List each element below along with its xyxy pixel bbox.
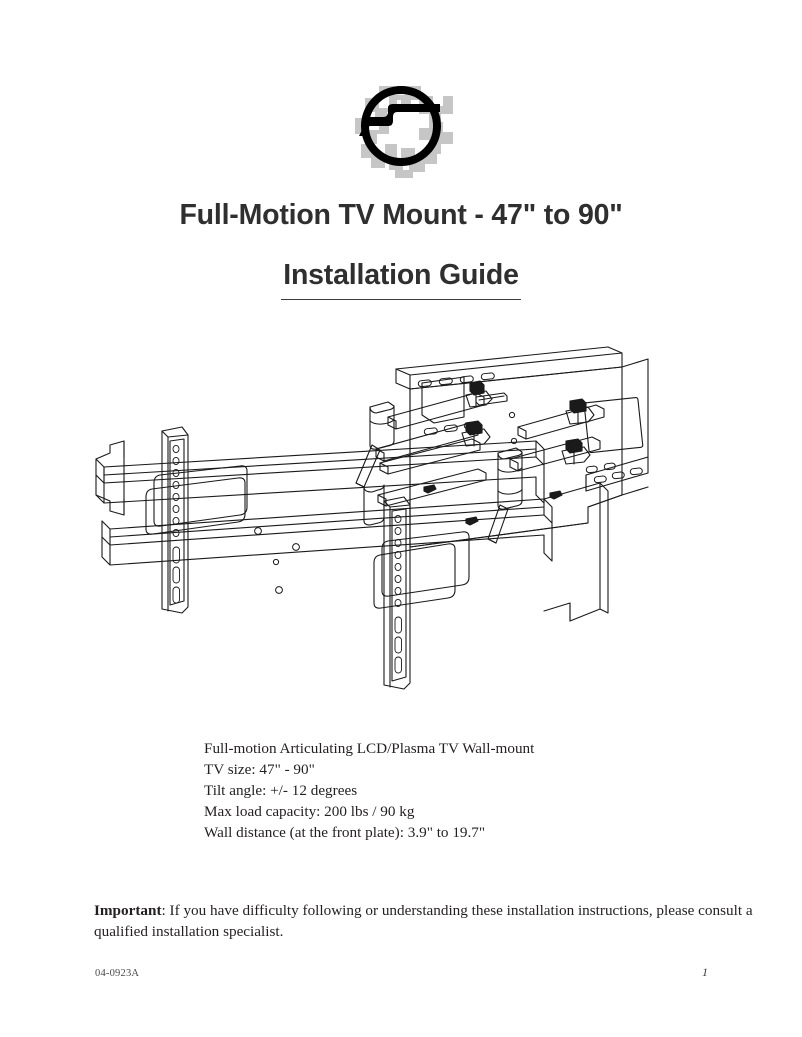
important-separator: :	[161, 902, 170, 919]
product-illustration	[88, 345, 728, 697]
important-note	[94, 901, 766, 942]
page-subtitle-container	[0, 259, 802, 300]
spec-item: Tilt angle: +/- 12 degrees	[204, 782, 358, 799]
spec-item: Full-motion Articulating LCD/Plasma TV Wall-mount	[204, 740, 535, 757]
page-title: Full-Motion TV Mount - 47" to 90"	[179, 199, 623, 231]
footer-document-number: 04-0923A	[95, 968, 140, 979]
specifications-list	[204, 738, 724, 843]
important-text: If you have difficulty following or understanding these installation instructions, please consult a qualified installation specialist.	[94, 902, 753, 940]
brand-logo	[0, 72, 802, 180]
rail-holes	[255, 528, 300, 594]
page-subtitle: Installation Guide	[281, 259, 521, 300]
important-label: Important	[94, 902, 162, 919]
spec-item: Max load capacity: 200 lbs / 90 kg	[204, 803, 415, 820]
tv-bracket-rail-left	[162, 427, 188, 613]
articulating-arms	[356, 393, 604, 543]
clamp-knobs	[424, 381, 594, 525]
mount-pads	[146, 466, 469, 608]
spec-item: TV size: 47" - 90"	[204, 761, 315, 778]
footer-page-number: 1	[702, 965, 708, 979]
spec-item: Wall distance (at the front plate): 3.9" to 19.7"	[204, 824, 486, 841]
